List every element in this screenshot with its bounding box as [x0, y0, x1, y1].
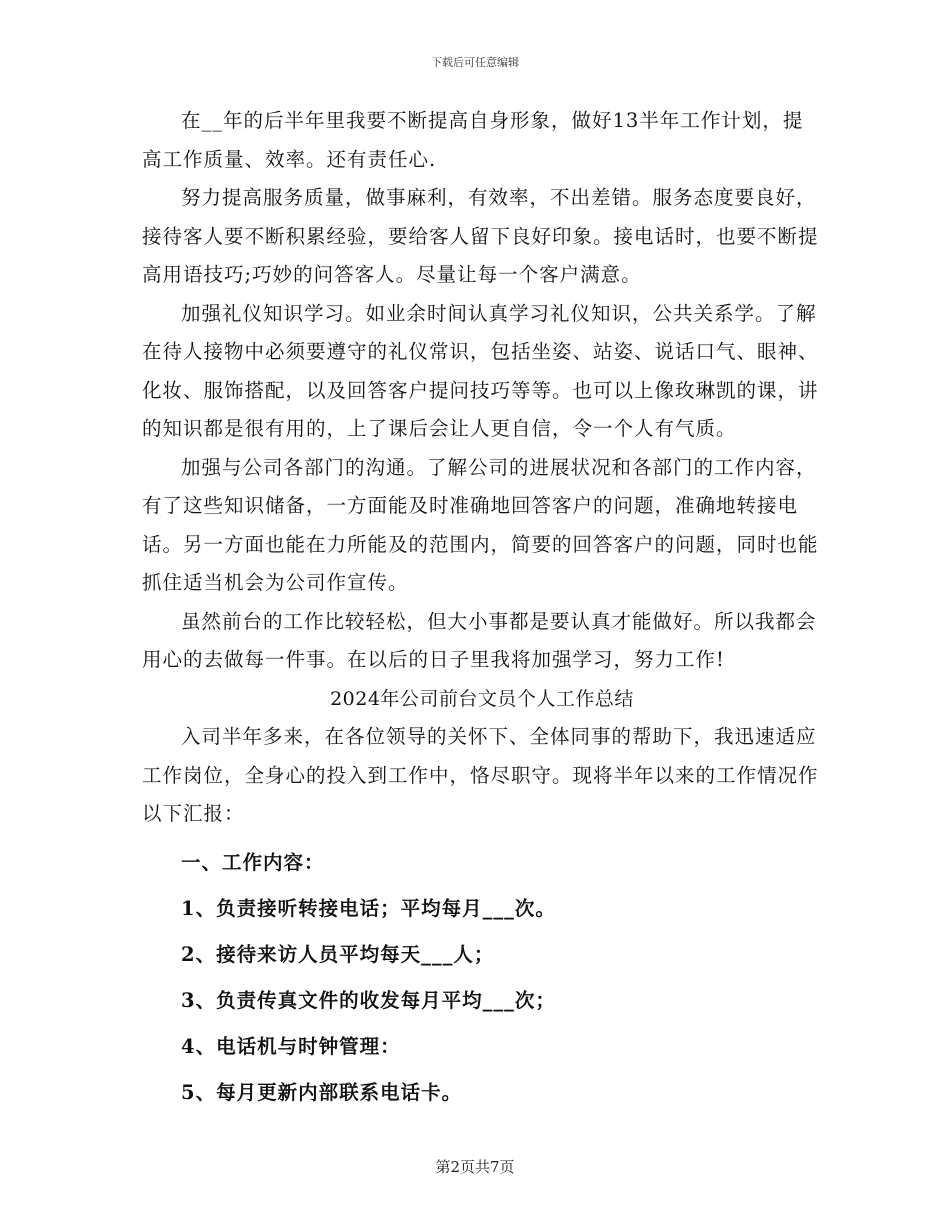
paragraph: 加强礼仪知识学习。如业余时间认真学习礼仪知识，公共关系学。了解在待人接物中必须要遵守的礼仪常识，包括坐姿、站姿、说话口气、眼神、化妆、服饰搭配，以及回答客户提问技巧等等。也可以上像玫琳凯的课，讲的知识都是很有用的，上了课后会让人更自信，令一个人有气质。: [142, 301, 819, 440]
paragraph: 加强与公司各部门的沟通。了解公司的进展状况和各部门的工作内容，有了这些知识储备，一方面能及时准确地回答客户的问题，准确地转接电话。另一方面也能在力所能及的范围内，简要的回答客户的问题，同时也能抓住适当机会为公司作宣传。: [142, 455, 819, 594]
list-item: 2、接待来访人员平均每天___人；: [181, 942, 495, 966]
intro-paragraph: 入司半年多来，在各位领导的关怀下、全体同事的帮助下，我迅速适应工作岗位，全身心的投入到工作中，恪尽职守。现将半年以来的工作情况作以下汇报：: [142, 725, 819, 825]
page-header-note: 下载后可任意编辑: [431, 56, 519, 69]
section-title: 2024年公司前台文员个人工作总结: [330, 687, 634, 710]
page-number: 第2页共7页: [435, 1158, 515, 1176]
list-item: 1、负责接听转接电话；平均每月___次。: [181, 896, 556, 920]
paragraph: 在__年的后半年里我要不断提高自身形象，做好13半年工作计划，提高工作质量、效率。还有责任心.: [142, 109, 804, 171]
list-item: 5、每月更新内部联系电话卡。: [181, 1080, 463, 1104]
paragraph: 努力提高服务质量，做事麻利，有效率，不出差错。服务态度要良好，接待客人要不断积累经验，要给客人留下良好印象。接电话时，也要不断提高用语技巧;巧妙的问答客人。尽量让每一个客户满意。: [142, 186, 819, 286]
list-item: 4、电话机与时钟管理：: [181, 1034, 401, 1058]
list-item: 3、负责传真文件的收发每月平均___次；: [181, 988, 556, 1012]
document-body: [142, 102, 822, 1116]
paragraph: 虽然前台的工作比较轻松，但大小事都是要认真才能做好。所以我都会用心的去做每一件事。在以后的日子里我将加强学习，努力工作!: [142, 609, 817, 671]
list-item: 一、工作内容：: [181, 850, 325, 874]
